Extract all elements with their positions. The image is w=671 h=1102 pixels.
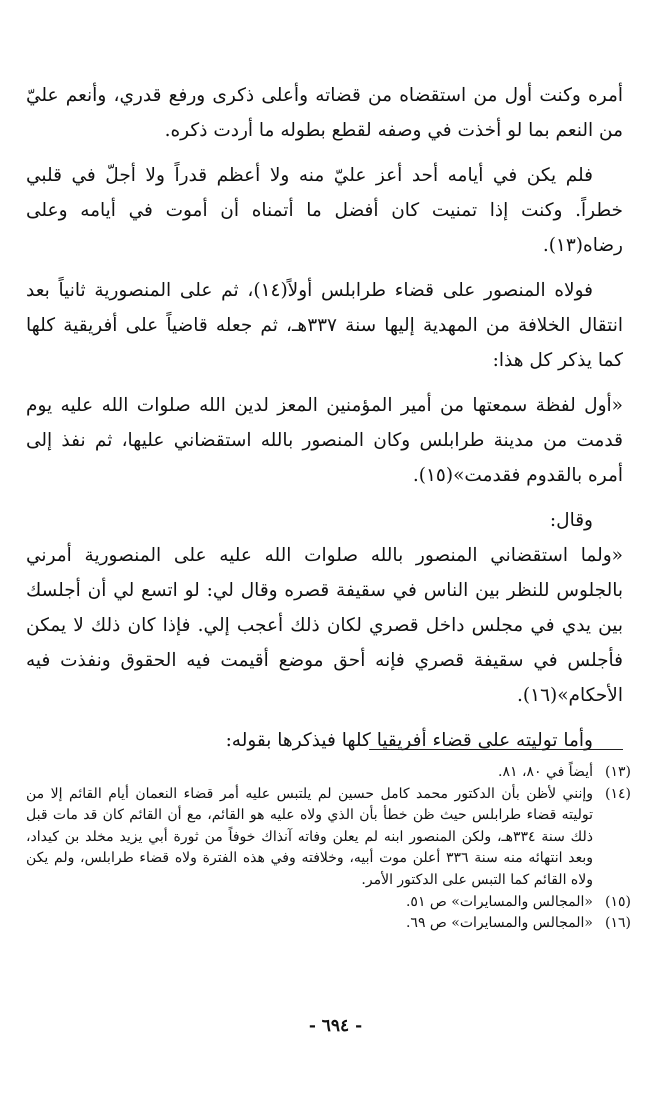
- quote-1: «أول لفظة سمعتها من أمير المؤمنين المعز لدين الله صلوات الله عليه يوم قدمت من مدينة طرابلس وكان المنصور بالله استقضاني عليها، ثم نفذ إلى أمره بالقدوم فقدمت»(١٥).: [26, 395, 623, 486]
- paragraph-5: وأما توليته على قضاء أفريقيا كلها فيذكرها بقوله:: [225, 730, 593, 751]
- footnote-text: «المجالس والمسايرات» ص ٦٩.: [405, 915, 593, 932]
- footnote-16: [26, 913, 631, 935]
- paragraph-4: وقال:: [549, 510, 593, 531]
- footnote-number: (١٣): [605, 764, 631, 780]
- page-number: - ٦٩٤ -: [308, 1016, 363, 1036]
- footnote-number: (١٦): [605, 915, 631, 932]
- paragraph-2: فلم يكن في أيامه أحد أعز عليّ منه ولا أعظم قدراً ولا أجلّ في قلبي خطراً. وكنت إذا تمنيت كان أفضل ما أتمناه أن أموت في أيامه وعلى رضاه(١٣).: [26, 165, 623, 256]
- footnote-text: «المجالس والمسايرات» ص ٥١.: [405, 893, 593, 910]
- footnote-text: أيضاً في ٨٠، ٨١.: [498, 764, 593, 780]
- main-text: [26, 78, 623, 768]
- footnote-13: [26, 762, 631, 784]
- footnotes: [26, 762, 631, 935]
- footnote-separator: [369, 749, 623, 750]
- footnote-number: (١٤): [605, 785, 631, 802]
- footnote-15: [26, 892, 631, 914]
- footnote-text: وإنني لأظن بأن الدكتور محمد كامل حسين لم يلتبس عليه أمر قضاء النعمان أيام القائم إلا من توليته قضاء طرابلس حيث ظن خطأ بأن الذي ولاه عليه هو القائم، مع أن القائم كان قد مات قبل ذلك سنة ٣٣٤هـ، ولكن المنصور ابنه لم يعلن وفاته آنذاك خوفاً من ثورة أبي يزيد مخلد بن كيداد، وبعد انتهائه منه سنة ٣٣٦ أعلن موت أبيه، وخلافته وفي هذه الفترة ولاه قضاء طرابلس، ولم يكن ولاه القائم كما التبس على الدكتور الأمر.: [26, 785, 593, 888]
- footnote-14: [26, 784, 631, 892]
- quote-2: «ولما استقضاني المنصور بالله صلوات الله عليه على المنصورية أمرني بالجلوس للنظر بين الناس في سقيفة قصره وقال لي: لو اتسع لي أن أجلسك بين يدي في مجلس داخل قصري لكان ذلك أعجب إلي. فإذا كان ذلك لا يمكن فأجلس في سقيفة قصري فإنه أحق موضع أقيمت فيه الحقوق ونفذت فيه الأحكام»(١٦).: [26, 545, 623, 706]
- paragraph-3: فولاه المنصور على قضاء طرابلس أولاً(١٤)، ثم على المنصورية ثانياً بعد انتقال الخلافة من المهدية إليها سنة ٣٣٧هـ، ثم جعله قاضياً على أفريقية كلها كما يذكر كل هذا:: [26, 280, 623, 371]
- footnote-number: (١٥): [605, 893, 631, 910]
- paragraph-1: أمره وكنت أول من استقضاه من قضاته وأعلى ذكرى ورفع قدري، وأنعم عليّ من النعم بما لو أخذت في وصفه لقطع بطوله ما أردت ذكره.: [26, 85, 623, 141]
